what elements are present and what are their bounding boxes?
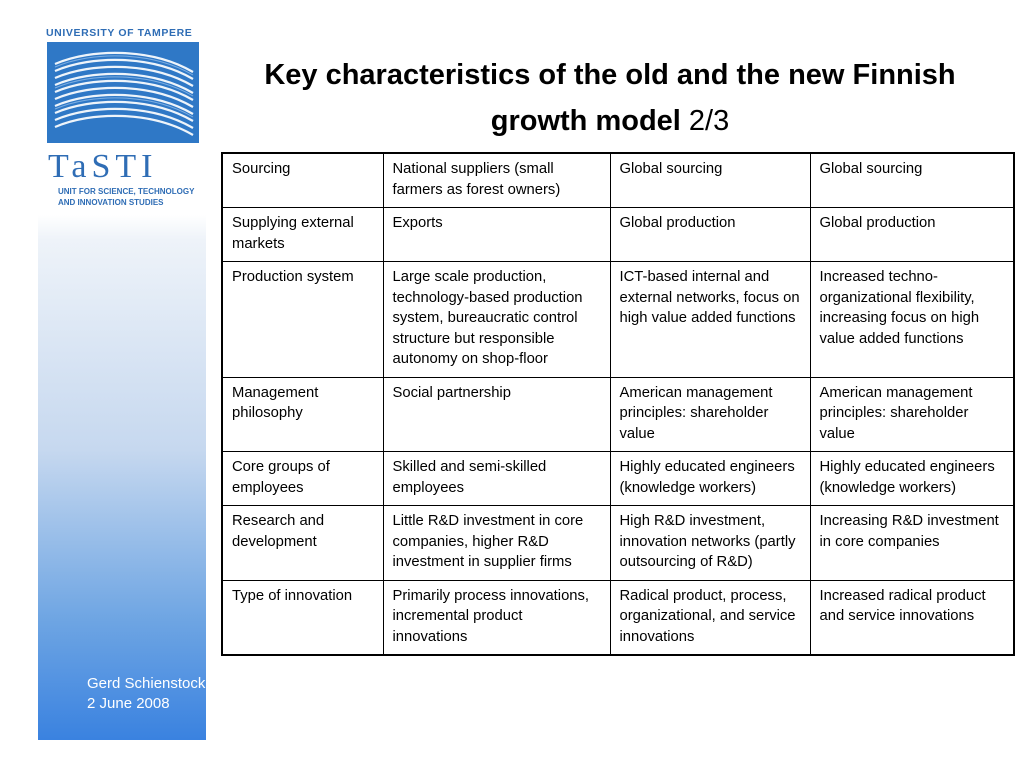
table-row	[222, 377, 1014, 452]
table-cell: Exports	[383, 208, 610, 262]
sidebar	[38, 0, 206, 740]
unit-name-line2: AND INNOVATION STUDIES	[58, 198, 164, 207]
row-header-cell: Core groups of employees	[222, 452, 383, 506]
table-cell: Social partnership	[383, 377, 610, 452]
table-cell: Global sourcing	[810, 153, 1014, 208]
slide-title	[240, 52, 980, 144]
table-cell: American management principles: shareholder value	[810, 377, 1014, 452]
unit-name-line1: UNIT FOR SCIENCE, TECHNOLOGY	[58, 187, 195, 196]
footer-author: Gerd Schienstock	[87, 675, 206, 692]
wave-lines-logo-icon	[47, 42, 199, 143]
table-cell: Primarily process innovations, incremental product innovations	[383, 580, 610, 655]
table-cell: Global production	[610, 208, 810, 262]
tasti-logo-text: TaSTI	[48, 148, 158, 185]
row-header-cell: Management philosophy	[222, 377, 383, 452]
characteristics-table	[221, 152, 1015, 656]
table-row	[222, 506, 1014, 581]
table-cell: Global production	[810, 208, 1014, 262]
table-cell: Skilled and semi-skilled employees	[383, 452, 610, 506]
table-cell: Highly educated engineers (knowledge workers)	[610, 452, 810, 506]
table-row	[222, 208, 1014, 262]
table-cell: Increased radical product and service innovations	[810, 580, 1014, 655]
slide-title-page: 2/3	[688, 105, 730, 137]
footer-date: 2 June 2008	[87, 695, 170, 712]
row-header-cell: Type of innovation	[222, 580, 383, 655]
table-cell: Global sourcing	[610, 153, 810, 208]
table-cell: Increasing R&D investment in core companies	[810, 506, 1014, 581]
table-cell: Radical product, process, organizational, and service innovations	[610, 580, 810, 655]
table-body	[222, 153, 1014, 655]
table-cell: Little R&D investment in core companies, higher R&D investment in supplier firms	[383, 506, 610, 581]
row-header-cell: Supplying external markets	[222, 208, 383, 262]
row-header-cell: Research and development	[222, 506, 383, 581]
table-cell: Increased techno-organizational flexibility, increasing focus on high value added functions	[810, 262, 1014, 378]
university-logo	[47, 42, 199, 143]
row-header-cell: Production system	[222, 262, 383, 378]
unit-name	[58, 186, 206, 208]
slide-title-main: Key characteristics of the old and the new Finnish growth model	[264, 59, 956, 137]
row-header-cell: Sourcing	[222, 153, 383, 208]
table-cell: Large scale production, technology-based production system, bureaucratic control structure but responsible autonomy on shop-floor	[383, 262, 610, 378]
table-row	[222, 452, 1014, 506]
table-cell: High R&D investment, innovation networks (partly outsourcing of R&D)	[610, 506, 810, 581]
table-cell: American management principles: shareholder value	[610, 377, 810, 452]
table-cell: National suppliers (small farmers as forest owners)	[383, 153, 610, 208]
footer	[87, 674, 205, 714]
table-row	[222, 262, 1014, 378]
table-row	[222, 580, 1014, 655]
table-row	[222, 153, 1014, 208]
table-cell: ICT-based internal and external networks, focus on high value added functions	[610, 262, 810, 378]
university-name: UNIVERSITY OF TAMPERE	[46, 27, 193, 39]
table-cell: Highly educated engineers (knowledge workers)	[810, 452, 1014, 506]
